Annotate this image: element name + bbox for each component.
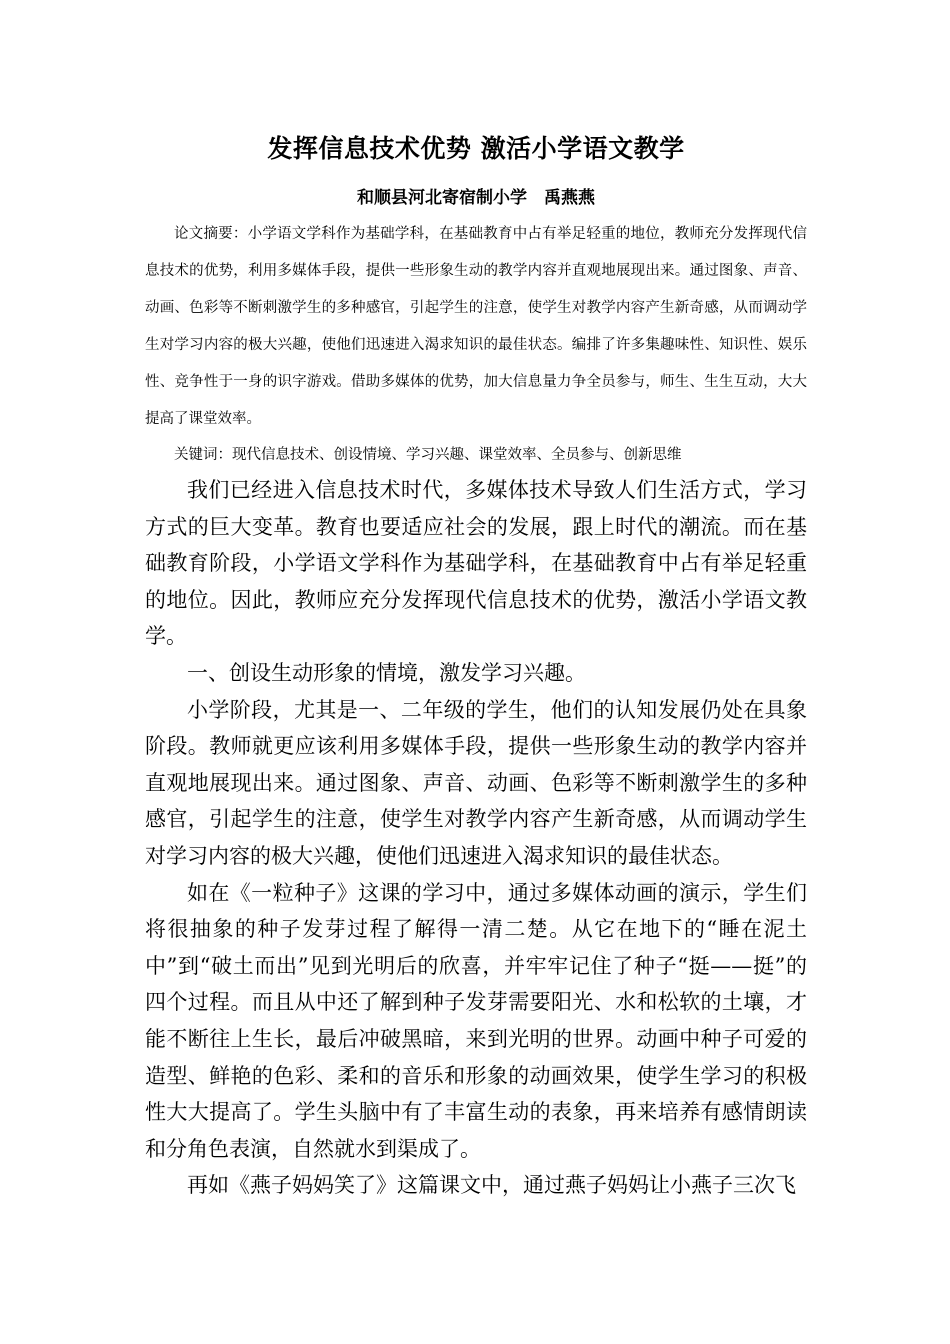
section-heading: 一、创设生动形象的情境，激发学习兴趣。	[187, 660, 586, 685]
paper-title: 发挥信息技术优势 激活小学语文教学	[267, 134, 685, 163]
body-paragraph: 再如《燕子妈妈笑了》这篇课文中，通过燕子妈妈让小燕子三次飞	[187, 1173, 796, 1198]
author-line: 和顺县河北寄宿制小学 禹燕燕	[357, 188, 595, 208]
body-paragraph: 如在《一粒种子》这课的学习中，通过多媒体动画的演示，学生们将很抽象的种子发芽过程了解得一清二楚。从它在地下的“睡在泥土中”到“破土而出”见到光明后的欣喜，并牢牢记住了种子“挺——挺”的四个过程。而且从中还了解到种子发芽需要阳光、水和松软的土壤，才能不断往上生长，最后冲破黑暗，来到光明的世界。动画中种子可爱的造型、鲜艳的色彩、柔和的音乐和形象的动画效果，使学生学习的积极性大大提高了。学生头脑中有了丰富生动的表象，再来培养有感情朗读和分角色表演，自然就水到渠成了。	[145, 880, 807, 1161]
body-paragraph: 我们已经进入信息技术时代，多媒体技术导致人们生活方式，学习方式的巨大变革。教育也要适应社会的发展，跟上时代的潮流。而在基础教育阶段，小学语文学科作为基础学科，在基础教育中占有举足轻重的地位。因此，教师应充分发挥现代信息技术的优势，激活小学语文教学。	[145, 478, 807, 649]
document-page	[145, 118, 807, 1204]
keywords: 关键词：现代信息技术、创设情境、学习兴趣、课堂效率、全员参与、创新思维	[174, 447, 682, 463]
body-paragraph: 小学阶段，尤其是一、二年级的学生，他们的认知发展仍处在具象阶段。教师就更应该利用多媒体手段，提供一些形象生动的教学内容并直观地展现出来。通过图象、声音、动画、色彩等不断刺激学生的多种感官，引起学生的注意，使学生对教学内容产生新奇感，从而调动学生对学习内容的极大兴趣，使他们迅速进入渴求知识的最佳状态。	[145, 697, 807, 868]
abstract: 论文摘要：小学语文学科作为基础学科，在基础教育中占有举足轻重的地位，教师充分发挥现代信息技术的优势，利用多媒体手段，提供一些形象生动的教学内容并直观地展现出来。通过图象、声音、动画、色彩等不断刺激学生的多种感官，引起学生的注意，使学生对教学内容产生新奇感，从而调动学生对学习内容的极大兴趣，使他们迅速进入渴求知识的最佳状态。编排了许多集趣味性、知识性、娱乐性、竞争性于一身的识字游戏。借助多媒体的优势，加大信息量力争全员参与，师生、生生互动，大大提高了课堂效率。	[145, 226, 807, 427]
